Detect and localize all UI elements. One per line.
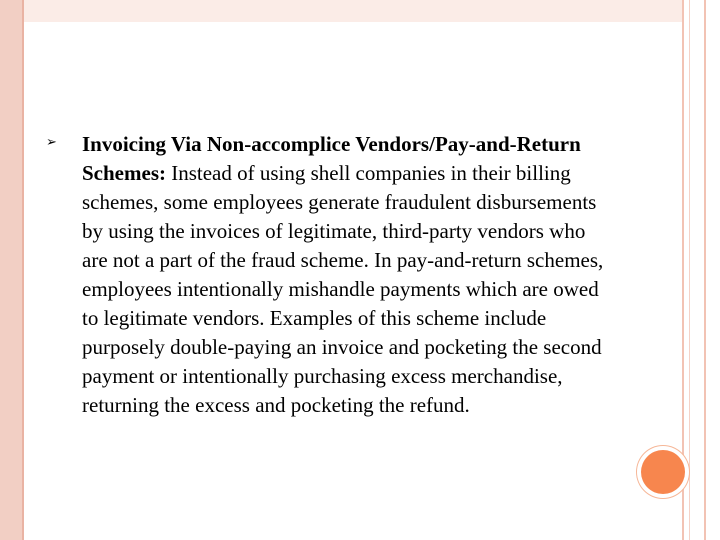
- left-frame-band: [0, 0, 22, 540]
- arrowhead-bullet-icon: ➢: [46, 135, 57, 150]
- bullet-term: Invoicing Via Non-accomplice Vendors/Pay-and-Return Schemes:: [82, 132, 581, 185]
- bullet-text: [82, 130, 616, 420]
- bullet-body: Instead of using shell companies in their billing schemes, some employees generate fraudulent disbursements by using the invoices of legitimate, third-party vendors who are not a part of the fraud scheme. In pay-and-return schemes, employees intentionally mishandle payments which are owed to legitimate vendors. Examples of this scheme include purposely double-paying an invoice and pocketing the second payment or intentionally purchasing excess merchandise, returning the excess and pocketing the refund.: [82, 161, 604, 417]
- bullet-item: [46, 130, 616, 420]
- right-frame-line: [704, 0, 706, 540]
- left-frame-line: [22, 0, 24, 540]
- accent-circle: [641, 450, 685, 494]
- right-frame-line: [682, 0, 684, 540]
- top-band: [24, 0, 682, 22]
- right-frame-line: [689, 0, 690, 540]
